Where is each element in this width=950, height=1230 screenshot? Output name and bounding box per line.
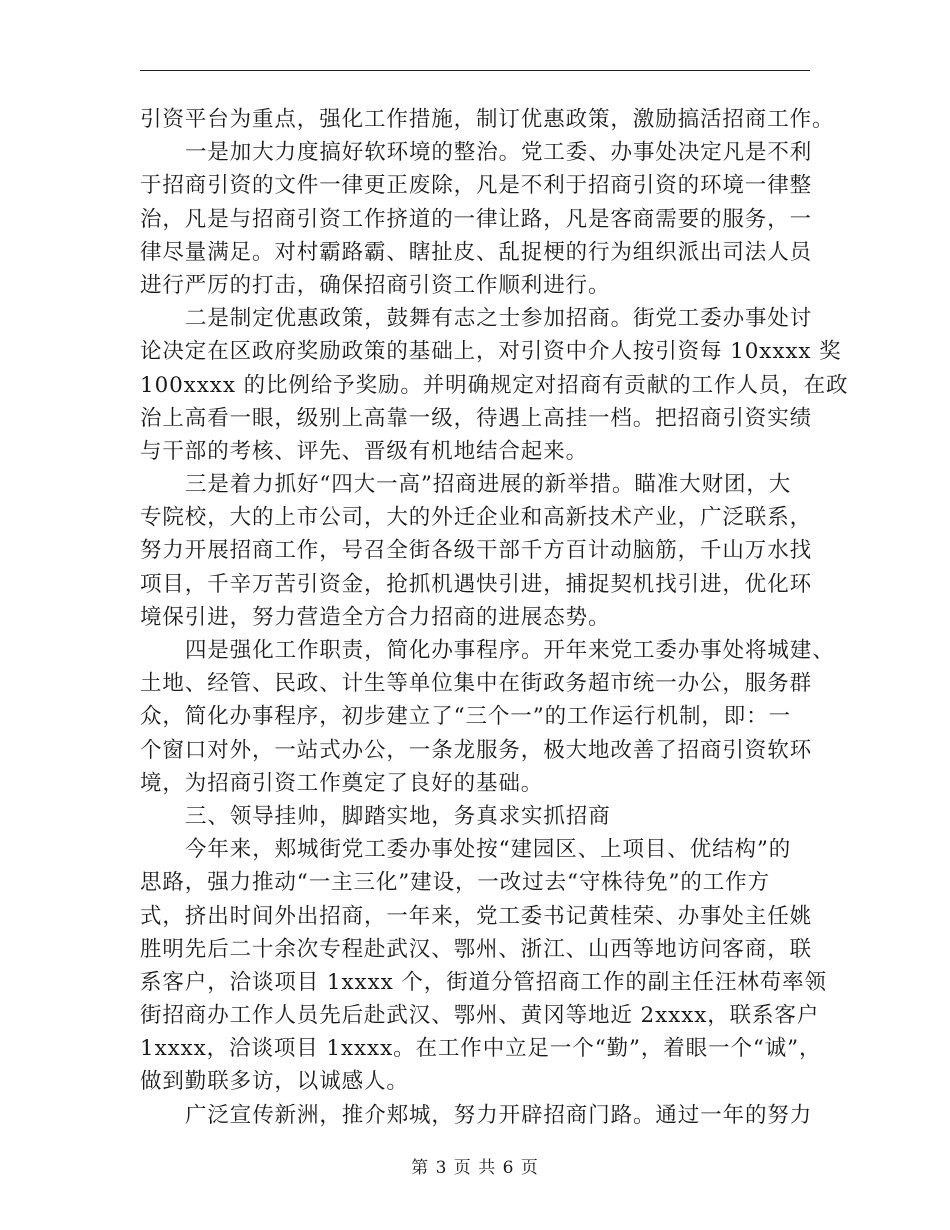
text-line: 治上高看一眼，级别上高靠一级，待遇上高挂一档。把招商引资实绩	[140, 405, 813, 431]
text-line: 式，挤出时间外出招商，一年来，党工委书记黄桂荣、办事处主任姚	[140, 903, 813, 929]
text-line: 土地、经管、民政、计生等单位集中在街政务超市统一办公，服务群	[140, 671, 813, 697]
text-line: 广泛宣传新洲，推介郏城，努力开辟招商门路。通过一年的努力	[185, 1102, 813, 1128]
text-line: 境，为招商引资工作奠定了良好的基础。	[140, 770, 544, 796]
text-line: 于招商引资的文件一律更正废除，凡是不利于招商引资的环境一律整	[140, 173, 813, 199]
text-line: 四是强化工作职责，简化办事程序。开年来党工委办事处将城建、	[185, 638, 835, 663]
text-line: 今年来，郏城街党工委办事处按“建园区、上项目、优结构”的	[185, 837, 792, 863]
text-line: 境保引进，努力营造全方合力招商的进展态势。	[140, 604, 611, 630]
text-line: 引资平台为重点，强化工作措施，制订优惠政策，激励搞活招商工作。	[140, 107, 835, 132]
text-line: 进行严厉的打击，确保招商引资工作顺利进行。	[140, 272, 611, 298]
text-line: 100xxxx 的比例给予奖励。并明确规定对招商有贡献的工作人员，在政	[140, 372, 849, 398]
text-line: 治，凡是与招商引资工作挤道的一律让路，凡是客商需要的服务，一	[140, 206, 813, 232]
header-rule	[140, 70, 810, 71]
text-line: 与干部的考核、评先、晋级有机地结合起来。	[140, 438, 589, 464]
text-line: 努力开展招商工作，号召全街各级干部千方百计动脑筋，千山万水找	[140, 538, 813, 564]
text-line: 三是着力抓好“四大一高”招商进展的新举措。瞄准大财团，大	[185, 472, 792, 498]
document-body	[140, 103, 849, 1132]
text-line: 1xxxx，洽谈项目 1xxxx。在工作中立足一个“勤”，着眼一个“诚”，	[140, 1036, 822, 1062]
text-line: 一是加大力度搞好软环境的整治。党工委、办事处决定凡是不利	[185, 140, 813, 166]
text-line: 项目，千辛万苦引资金，抢抓机遇快引进，捕捉契机找引进，优化环	[140, 571, 813, 597]
text-line: 思路，强力推动“一主三化”建设，一改过去“守株待免”的工作方	[140, 870, 770, 896]
text-line: 系客户，洽谈项目 1xxxx 个，街道分管招商工作的副主任汪林苟率领	[140, 969, 827, 995]
text-line: 街招商办工作人员先后赴武汉、鄂州、黄冈等地近 2xxxx，联系客户	[140, 1003, 820, 1029]
page-footer: 第 3 页 共 6 页	[411, 1158, 539, 1178]
text-line: 胜明先后二十余次专程赴武汉、鄂州、浙江、山西等地访问客商，联	[140, 936, 813, 962]
text-line: 专院校，大的上市公司，大的外迁企业和高新技术产业，广泛联系，	[140, 505, 813, 531]
text-line: 论决定在区政府奖励政策的基础上，对引资中介人按引资每 10xxxx 奖	[140, 339, 842, 365]
text-line: 三、领导挂帅，脚踏实地，务真求实抓招商	[185, 803, 611, 829]
text-line: 个窗口对外，一站式办公，一条龙服务，极大地改善了招商引资软环	[140, 737, 813, 763]
text-line: 众，简化办事程序，初步建立了“三个一”的工作运行机制，即：一	[140, 704, 791, 730]
text-line: 律尽量满足。对村霸路霸、瞎扯皮、乱捉梗的行为组织派出司法人员	[140, 239, 813, 265]
text-line: 二是制定优惠政策，鼓舞有志之士参加招商。街党工委办事处讨	[185, 306, 813, 332]
text-line: 做到勤联多访，以诚感人。	[140, 1069, 409, 1095]
